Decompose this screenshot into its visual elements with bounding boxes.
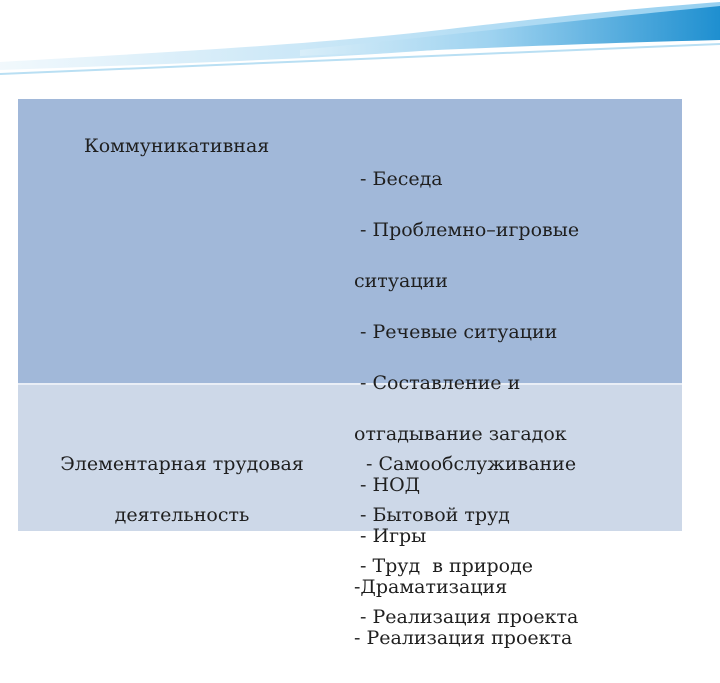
title-line: Элементарная трудовая — [60, 453, 304, 475]
decorative-wave-banner — [0, 0, 720, 90]
list-item: - Беседа — [354, 168, 443, 190]
list-item: - Бытовой труд — [360, 504, 510, 526]
list-item: - Самообслуживание — [360, 453, 577, 475]
list-item: ситуации — [354, 270, 448, 292]
list-item: - Составление и — [354, 372, 521, 394]
list-item: -Драматизация — [354, 576, 508, 598]
list-item: - Игры — [354, 525, 427, 547]
list-item: отгадывание загадок — [354, 423, 567, 445]
list-item: - Труд в природе — [360, 555, 534, 577]
row-divider — [18, 383, 682, 385]
list-item: - Проблемно–игровые — [354, 219, 580, 241]
title-line: деятельность — [114, 504, 250, 526]
labor-activities-list — [360, 422, 578, 660]
list-item: - Речевые ситуации — [354, 321, 558, 343]
list-item: - Реализация проекта — [360, 606, 579, 628]
list-item: - Реализация проекта — [354, 627, 573, 649]
list-item: - НОД — [354, 474, 421, 496]
activities-table — [18, 99, 682, 649]
activity-title-labor — [18, 422, 346, 558]
activity-title-communicative: Коммуникативная — [84, 135, 270, 157]
